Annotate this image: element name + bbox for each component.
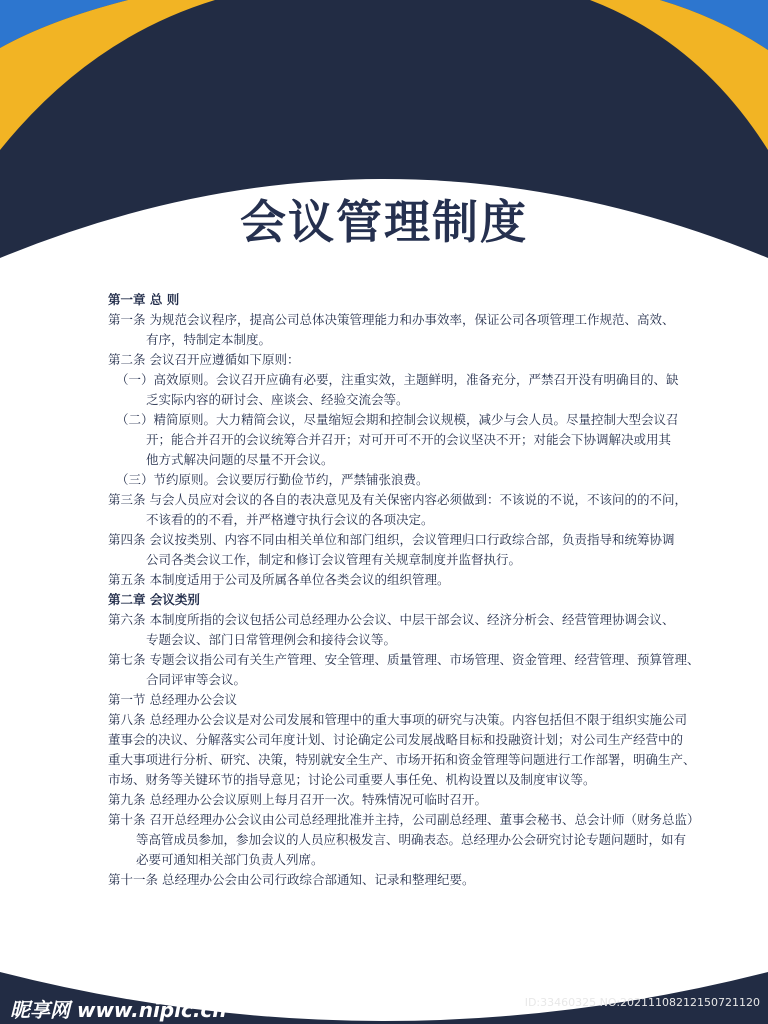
article-line: 开；能合并召开的会议统筹合并召开；对可开可不开的会议坚决不开；对能会下协调解决或用其 bbox=[146, 432, 672, 447]
article-line: 必要可通知相关部门负责人列席。 bbox=[136, 852, 324, 867]
article-line: 第四条 会议按类别、内容不同由相关单位和部门组织，会议管理归口行政综合部，负责指导和统筹协调 bbox=[108, 532, 675, 547]
article-line: 他方式解决问题的尽量不开会议。 bbox=[146, 452, 334, 467]
article-line: 第八条 总经理办公会议是对公司发展和管理中的重大事项的研究与决策。内容包括但不限于组织实施公司 bbox=[108, 712, 687, 727]
article-line: 第九条 总经理办公会议原则上每月召开一次。特殊情况可临时召开。 bbox=[108, 792, 487, 807]
article-line: （三）节约原则。会议要厉行勤俭节约，严禁铺张浪费。 bbox=[116, 472, 429, 487]
article-line: 第十条 召开总经理办公会议由公司总经理批准并主持，公司副总经理、董事会秘书、总会计师（财务总监） bbox=[108, 812, 700, 827]
article-line: 第六条 本制度所指的会议包括公司总经理办公会议、中层干部会议、经济分析会、经营管理协调会议、 bbox=[108, 612, 675, 627]
article-line: 第十一条 总经理办公会由公司行政综合部通知、记录和整理纪要。 bbox=[108, 872, 475, 887]
article-line: 不该看的的不看，并严格遵守执行会议的各项决定。 bbox=[146, 512, 434, 527]
article-line: （一）高效原则。会议召开应确有必要，注重实效，主题鲜明，准备充分，严禁召开没有明确目的、缺 bbox=[116, 372, 679, 387]
article-line: 市场、财务等关键环节的指导意见；讨论公司重要人事任免、机构设置以及制度审议等。 bbox=[108, 772, 596, 787]
article-line: 董事会的决议、分解落实公司年度计划、讨论确定公司发展战略目标和投融资计划；对公司生产经营中的 bbox=[108, 732, 684, 747]
article-line: 第一条 为规范会议程序，提高公司总体决策管理能力和办事效率，保证公司各项管理工作规范、高效、 bbox=[108, 312, 675, 327]
article-line: 乏实际内容的研讨会、座谈会、经验交流会等。 bbox=[146, 392, 409, 407]
article-line: 等高管成员参加，参加会议的人员应积极发言、明确表态。总经理办公会研究讨论专题问题时，如有 bbox=[136, 832, 687, 847]
chapter-heading: 第一章 总 则 bbox=[108, 292, 180, 307]
section-heading: 第一节 总经理办公会议 bbox=[108, 692, 237, 707]
document-body bbox=[108, 290, 708, 890]
article-line: 公司各类会议工作，制定和修订会议管理有关规章制度并监督执行。 bbox=[146, 552, 522, 567]
article-line: 第二条 会议召开应遵循如下原则： bbox=[108, 352, 300, 367]
watermark-logo: 昵享网 www.nipic.cn bbox=[10, 998, 227, 1022]
article-line: （二）精简原则。大力精简会议，尽量缩短会期和控制会议规模，减少与会人员。尽量控制大型会议召 bbox=[116, 412, 679, 427]
image-id-label: ID:33460325 NO:20211108212150721120 bbox=[524, 996, 760, 1009]
article-line: 合同评审等会议。 bbox=[146, 672, 247, 687]
article-line: 有序，特制定本制度。 bbox=[146, 332, 272, 347]
page-title: 会议管理制度 bbox=[240, 195, 528, 249]
article-line: 重大事项进行分析、研究、决策，特别就安全生产、市场开拓和资金管理等问题进行工作部署，明确生产、 bbox=[108, 752, 696, 767]
article-line: 第五条 本制度适用于公司及所属各单位各类会议的组织管理。 bbox=[108, 572, 450, 587]
chapter-heading: 第二章 会议类别 bbox=[108, 592, 200, 607]
article-line: 专题会议、部门日常管理例会和接待会议等。 bbox=[146, 632, 397, 647]
article-line: 第七条 专题会议指公司有关生产管理、安全管理、质量管理、市场管理、资金管理、经营管理、预算管理、 bbox=[108, 652, 700, 667]
article-line: 第三条 与会人员应对会议的各自的表决意见及有关保密内容必须做到：不该说的不说，不该问的的不问， bbox=[108, 492, 687, 507]
